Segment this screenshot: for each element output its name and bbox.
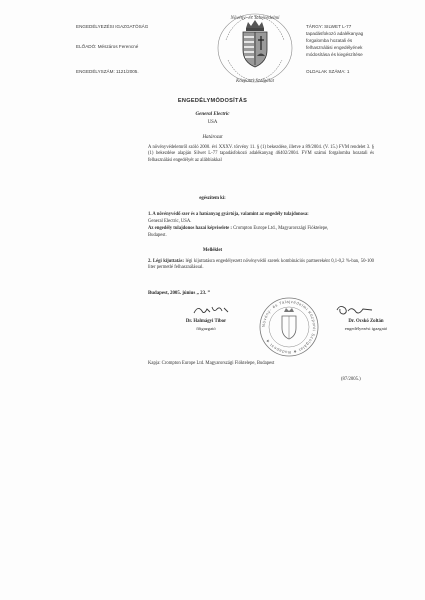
rep-label: Az engedély tulajdonos hazai képviselete : bbox=[148, 226, 232, 231]
subject-line-1: TÁRGY: SILWET L-77 bbox=[306, 24, 352, 29]
section1-owner: General Electric, USA. bbox=[148, 219, 192, 224]
official-stamp bbox=[258, 296, 320, 358]
applicant-country: USA bbox=[207, 120, 218, 125]
appendix-heading: Melléklet bbox=[202, 248, 223, 253]
signer1-title: főigazgató bbox=[196, 326, 216, 331]
applicant-name: General Electric bbox=[195, 112, 230, 117]
rapporteur-label: ELŐADÓ: Mészáros Ferencné bbox=[76, 44, 139, 49]
signer1-name: Dr. Halmágyi Tibor bbox=[185, 319, 227, 324]
recipients: Kapja: Crompton Europe Ltd. Magyarországi Fióktelepe, Budapest bbox=[148, 361, 275, 366]
signer2-name: Dr. Ocskó Zoltán bbox=[348, 319, 384, 324]
section1-representative bbox=[148, 227, 328, 232]
subject-line-5: módosítása és kiegészítése bbox=[306, 52, 363, 57]
rep-value: Crompton Europe Ltd., Magyarországi Fióktelepe, bbox=[233, 226, 329, 231]
svg-text:Növény- és Talajvédelmi Közpon: Növény- és Talajvédelmi Központi Szolgálat ★ Budapest ★ bbox=[260, 298, 318, 356]
coat-of-arms-seal bbox=[214, 10, 296, 86]
section2-block bbox=[148, 259, 374, 272]
modify-heading: egészítem ki: bbox=[199, 196, 226, 201]
section2-heading: 2. Légi kijuttatás: bbox=[148, 259, 185, 264]
date-place: Budapest, 2005. június „ 23. ” bbox=[148, 291, 210, 296]
authority-label: ENGEDÉLYEZÉSI IGAZGATÓSÁG bbox=[76, 24, 149, 29]
decision-heading: Határozat bbox=[202, 135, 223, 140]
signer2-title: engedélyezési igazgató bbox=[344, 326, 388, 331]
page-count: OLDALAK SZÁMA: 1 bbox=[306, 69, 350, 74]
permit-number: ENGEDÉLYSZÁM: 1121/2005. bbox=[76, 69, 139, 74]
section1-heading: 1. A növényvédő szer és a hatóanyag gyártója, valamint az engedély tulajdonosa: bbox=[148, 212, 309, 217]
signature-halmagyi bbox=[192, 303, 232, 317]
signature-ocsko bbox=[334, 302, 374, 318]
footer-code: (87/2005.) bbox=[341, 377, 361, 382]
section1-city: Budapest. bbox=[148, 233, 167, 238]
decision-text: A növényvédelemről szóló 2000. évi XXXV. törvény 11. § (1) bekezdése, illetve a 89/2004. (V. 15.) FVM rendelet 3. § (1) bekezdése alapján Silwet L-77 tapadásfokozó adalékanyag 46402/2004. FVM számú forgalomba hozatali és felhasználási engedélyét az alábbiakkal bbox=[148, 145, 374, 163]
subject-line-2: tapadásfokozó adalékanyag bbox=[306, 31, 364, 36]
section2-text: légi kijuttatásra engedélyezett növényvédő szerek kombinációs partnereként 0,1-0,2 %-ban, 50-100 liter permetlé felhasználással. bbox=[148, 259, 375, 271]
subject-line-3: forgalomba hozatali és bbox=[306, 38, 353, 43]
svg-text:Központi Szolgálat: Központi Szolgálat bbox=[236, 79, 274, 84]
document-title: ENGEDÉLYMÓDOSÍTÁS bbox=[177, 98, 248, 104]
subject-line-4: felhasználási engedélyének bbox=[306, 45, 363, 50]
svg-text:Növény- és Talajvédelmi: Növény- és Talajvédelmi bbox=[230, 16, 280, 21]
